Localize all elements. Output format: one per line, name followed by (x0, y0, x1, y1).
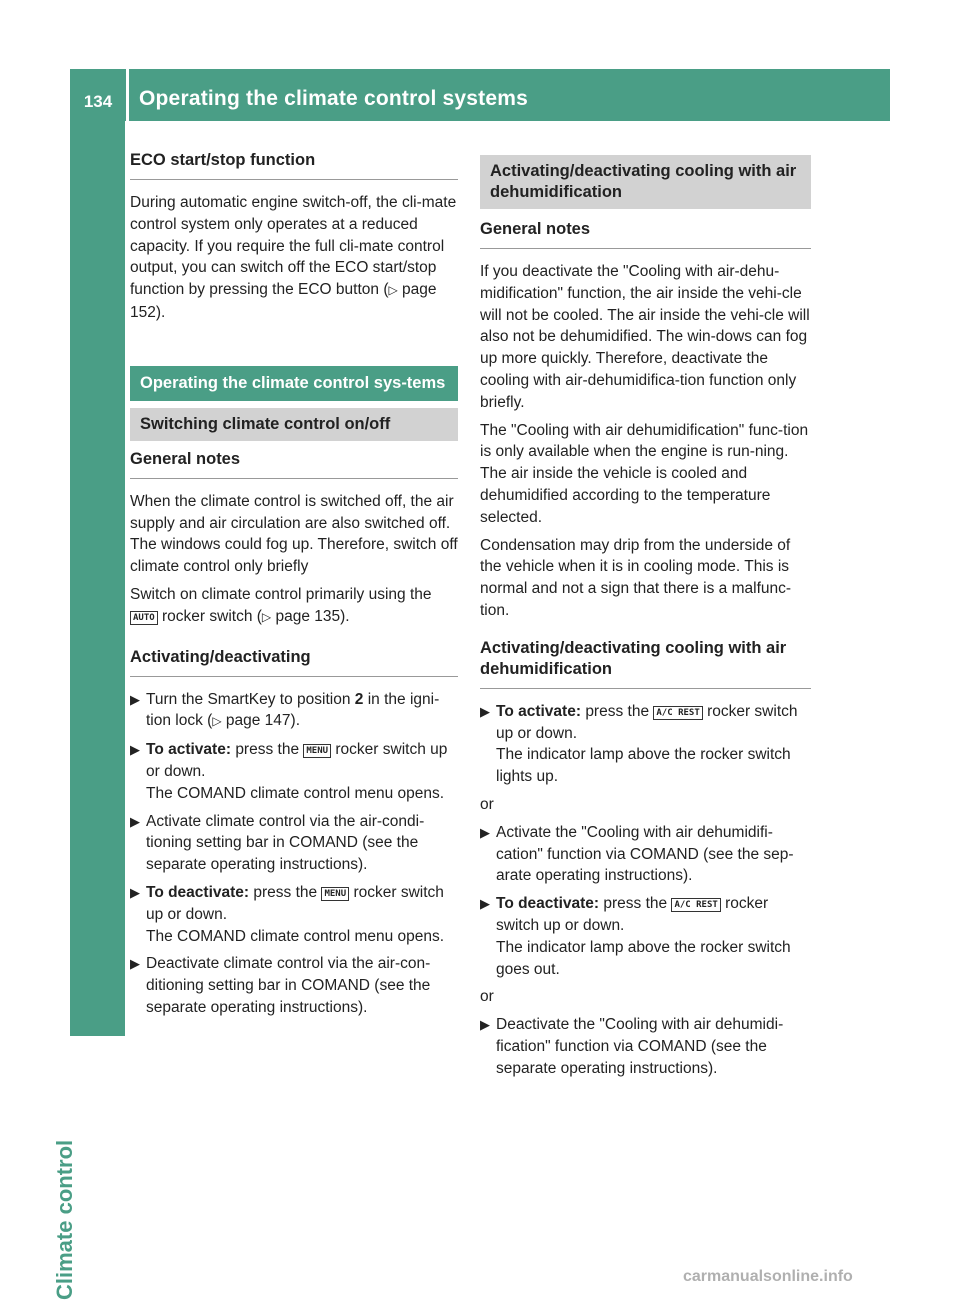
page-ref-icon: ▷ (388, 283, 398, 298)
list-item: ▶ To deactivate: press the MENU rocker switch up or down. The COMAND climate control menu opens. (130, 883, 445, 945)
watermark: carmanualsonline.info (683, 1268, 853, 1285)
cooling-paragraph-1: If you deactivate the "Cooling with air-dehu-midification" function, the air inside the vehi-cle will not be cooled. The air inside the vehi-cle will also not be dehumidified. The win-dows can fog up more quickly. Therefore, deactivate the cooling with air-dehumidifica-tion function only briefly. (480, 263, 810, 411)
cooling-activating-heading: Activating/deactivating cooling with air dehumidification (480, 638, 811, 689)
general-paragraph-1: When the climate control is switched off, the air supply and air circulation are also switched off. The windows could fog up. Therefore, switch off climate control only briefly (130, 492, 458, 576)
page-ref-link[interactable]: page 135 (275, 607, 341, 625)
or-text: or (480, 988, 494, 1006)
menu-key-icon: MENU (321, 887, 349, 901)
auto-key-icon: AUTO (130, 611, 158, 625)
or-text: or (480, 795, 494, 813)
cooling-paragraph-3: Condensation may drip from the underside of the vehicle when it is in cooling mode. This is normal and not a sign that there is a malfunc-tion. (480, 536, 792, 619)
list-item: ▶ Activate climate control via the air-condi-tioning setting bar in COMAND (see the separate operating instructions). (130, 812, 425, 874)
eco-paragraph: During automatic engine switch-off, the cli-mate control system only operates at a reduced capacity. If you require the full cli-mate control output, you can switch off the ECO start/stop function by pressing the ECO button (▷ page 152). (130, 194, 457, 321)
subsection-heading: Switching climate control on/off (130, 408, 458, 441)
ac-key-icon: A/C REST (671, 898, 720, 912)
page-ref-link[interactable]: page 152 (130, 281, 437, 321)
list-item: ▶ Deactivate climate control via the air-con-ditioning setting bar in COMAND (see the separate operating instructions). (130, 955, 431, 1016)
arrow-icon: ▶ (480, 703, 490, 719)
side-label: Climate control (52, 1139, 77, 1300)
page-title: Operating the climate control systems (139, 87, 529, 110)
list-item: ▶ To activate: press the A/C REST rocker switch up or down. The indicator lamp above the rocker switch lights up. (480, 702, 798, 786)
list-item: ▶ Activate the "Cooling with air dehumidifi-cation" function via COMAND (see the sep-arate operating instructions). (480, 823, 794, 885)
left-column (130, 150, 458, 1025)
header-divider (126, 69, 129, 121)
page-ref-icon: ▷ (212, 714, 222, 729)
eco-heading: ECO start/stop function (130, 150, 458, 180)
page-ref-link[interactable]: page 147 (225, 712, 291, 730)
menu-key-icon: MENU (303, 744, 331, 758)
page-ref-icon: ▷ (261, 609, 272, 624)
list-item: ▶ Deactivate the "Cooling with air dehumidi-fication" function via COMAND (see the separate operating instructions). (480, 1016, 784, 1077)
ac-key-icon: A/C REST (653, 706, 702, 720)
arrow-icon: ▶ (130, 884, 140, 900)
cooling-paragraph-2: The "Cooling with air dehumidification" func-tion is only available when the engine is run-ning. The air inside the vehicle is cooled and dehumidified according to the temperature selected. (480, 421, 809, 526)
list-item: ▶ To activate: press the MENU rocker switch up or down. The COMAND climate control menu opens. (130, 741, 448, 802)
right-column (480, 155, 811, 1086)
list-item: ▶ Turn the SmartKey to position 2 in the igni-tion lock (▷ page 147). (130, 690, 440, 730)
general-paragraph-2: Switch on climate control primarily using the AUTO rocker switch (▷ page 135). (130, 585, 432, 625)
arrow-icon: ▶ (130, 956, 140, 972)
side-tab (70, 121, 125, 1036)
general-notes-heading: General notes (480, 219, 811, 249)
arrow-icon: ▶ (480, 824, 490, 840)
arrow-icon: ▶ (480, 1017, 490, 1033)
arrow-icon: ▶ (480, 896, 490, 912)
arrow-icon: ▶ (130, 691, 140, 707)
page-number: 134 (83, 92, 113, 111)
subsection-heading: Activating/deactivating cooling with air dehumidification (480, 155, 811, 209)
activating-heading: Activating/deactivating (130, 647, 458, 677)
arrow-icon: ▶ (130, 813, 140, 829)
header-bar (70, 69, 890, 121)
general-notes-heading: General notes (130, 449, 458, 479)
section-heading: Operating the climate control sys-tems (130, 366, 458, 401)
arrow-icon: ▶ (130, 742, 140, 758)
list-item: ▶ To deactivate: press the A/C REST rocker switch up or down. The indicator lamp above the rocker switch goes out. (480, 895, 791, 978)
